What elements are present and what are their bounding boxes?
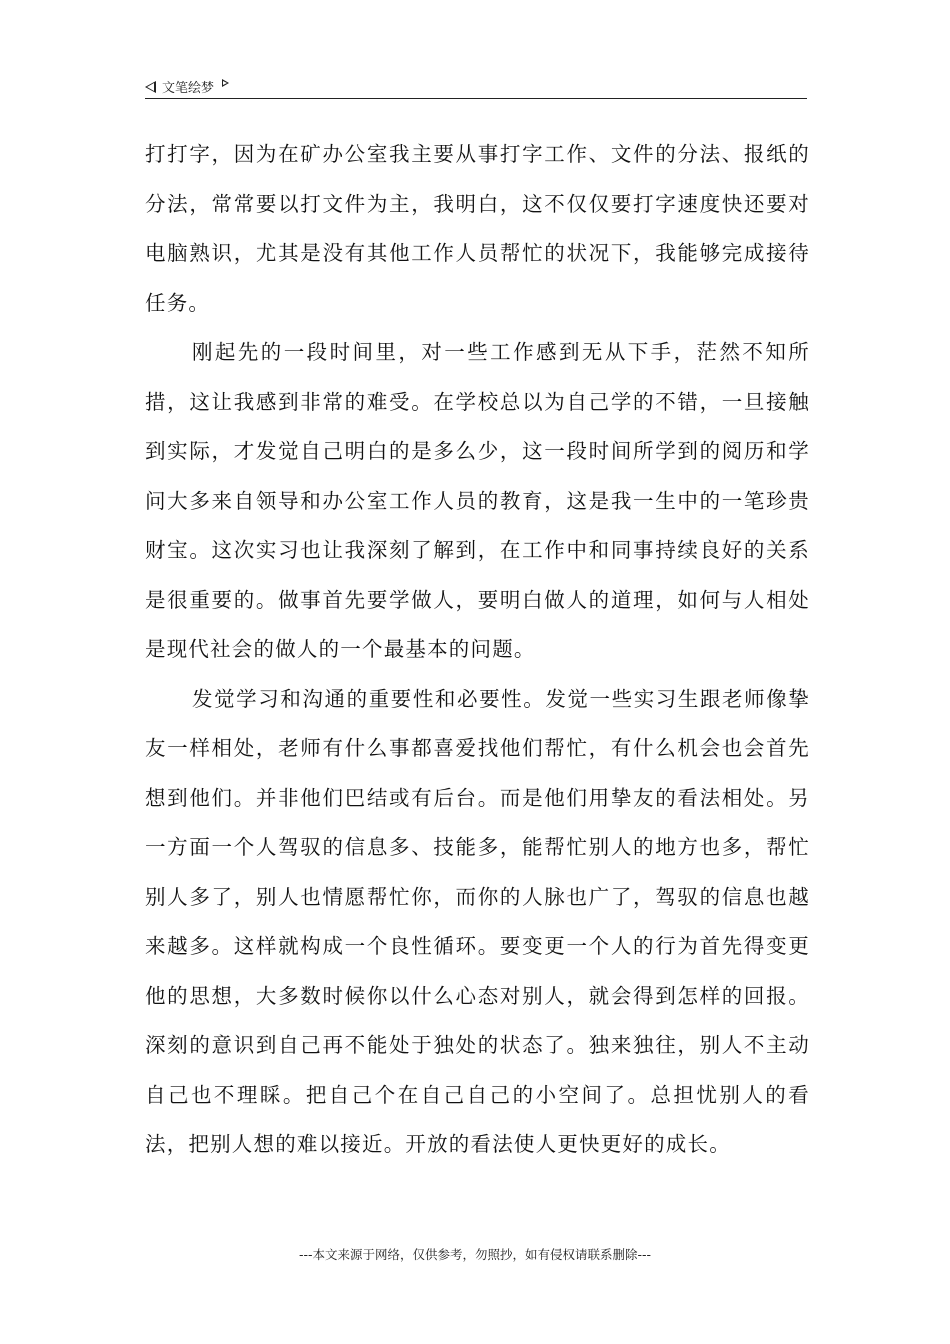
- header-title: 文笔绘梦: [162, 80, 215, 96]
- document-body: [145, 130, 810, 1170]
- page-header: [145, 74, 807, 99]
- paragraph: 刚起先的一段时间里，对一些工作感到无从下手，茫然不知所措，这让我感到非常的难受。在学校总以为自己学的不错，一旦接触到实际，才发觉自己明白的是多么少，这一段时间所学到的阅历和学问大多来自领导和办公室工作人员的教育，这是我一生中的一笔珍贵财宝。这次实习也让我深刻了解到，在工作中和同事持续良好的关系是很重要的。做事首先要学做人，要明白做人的道理，如何与人相处是现代社会的做人的一个最基本的问题。: [145, 340, 810, 661]
- paragraph: 发觉学习和沟通的重要性和必要性。发觉一些实习生跟老师像挚友一样相处，老师有什么事都喜爱找他们帮忙，有什么机会也会首先想到他们。并非他们巴结或有后台。而是他们用挚友的看法相处。另一方面一个人驾驭的信息多、技能多，能帮忙别人的地方也多，帮忙别人多了，别人也情愿帮忙你，而你的人脉也广了，驾驭的信息也越来越多。这样就构成一个良性循环。要变更一个人的行为首先得变更他的思想，大多数时候你以什么心态对别人，就会得到怎样的回报。深刻的意识到自己再不能处于独处的状态了。独来独往，别人不主动自己也不理睬。把自己个在自己自己的小空间了。总担忧别人的看法，把别人想的难以接近。开放的看法使人更快更好的成长。: [145, 686, 810, 1156]
- left-triangle-icon: [145, 81, 156, 93]
- page-footer-disclaimer: ---本文来源于网络，仅供参考，勿照抄，如有侵权请联系删除---: [298, 1247, 652, 1262]
- right-triangle-icon: [222, 79, 229, 87]
- paragraph-continued: 打打字，因为在矿办公室我主要从事打字工作、文件的分法、报纸的分法，常常要以打文件为主，我明白，这不仅仅要打字速度快还要对电脑熟识，尤其是没有其他工作人员帮忙的状况下，我能够完成接待任务。: [145, 142, 810, 315]
